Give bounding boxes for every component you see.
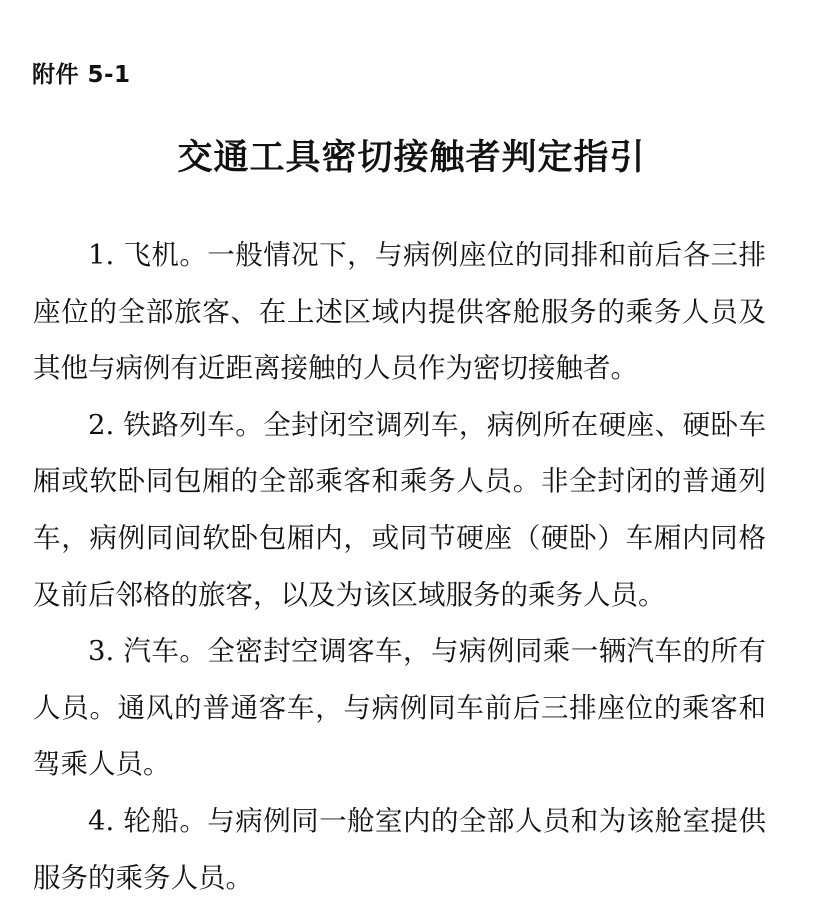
attachment-label: 附件 5-1 (32, 62, 131, 88)
document-body (33, 227, 766, 906)
paragraph-train: 2. 铁路列车。全封闭空调列车，病例所在硬座、硬卧车厢或软卧同包厢的全部乘客和乘务人员。非全封闭的普通列车，病例同间软卧包厢内，或同节硬座（硬卧）车厢内同格及前后邻格的旅客，以及为该区域服务的乘务人员。 (33, 408, 766, 611)
document-title: 交通工具密切接触者判定指引 (177, 138, 646, 178)
paragraph-ship: 4. 轮船。与病例同一舱室内的全部人员和为该舱室提供服务的乘务人员。 (33, 804, 766, 894)
paragraph-airplane: 1. 飞机。一般情况下，与病例座位的同排和前后各三排座位的全部旅客、在上述区域内提供客舱服务的乘务人员及其他与病例有近距离接触的人员作为密切接触者。 (33, 239, 766, 385)
paragraph-bus: 3. 汽车。全密封空调客车，与病例同乘一辆汽车的所有人员。通风的普通客车，与病例同车前后三排座位的乘客和驾乘人员。 (33, 635, 766, 781)
